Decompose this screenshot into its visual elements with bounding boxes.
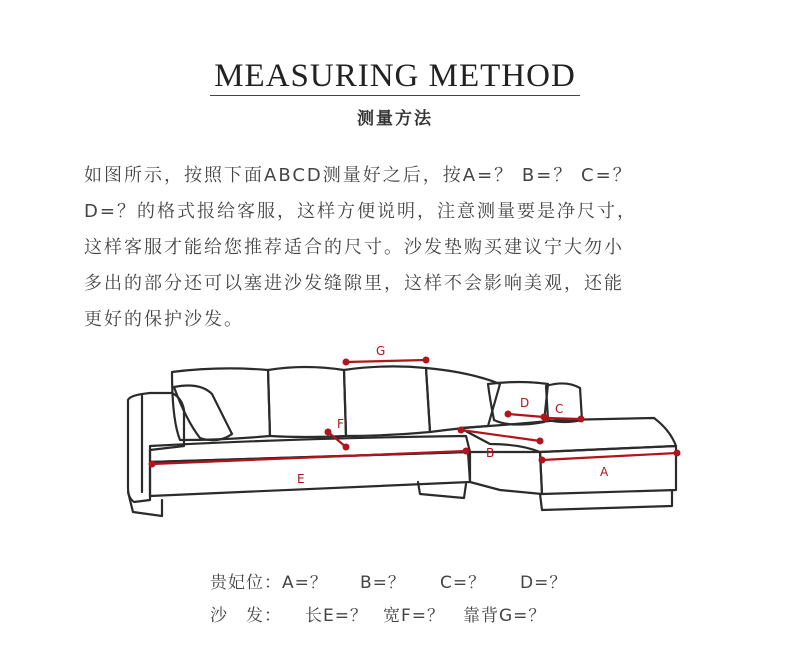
label-c: C bbox=[555, 402, 564, 416]
chaise-spec-a: A=？ bbox=[282, 573, 328, 593]
measurement-labels bbox=[297, 344, 609, 486]
chaise-spec-b: B=？ bbox=[360, 573, 406, 593]
back-cushion-3 bbox=[344, 366, 430, 436]
label-g: G bbox=[376, 344, 386, 358]
measure-line-g bbox=[346, 360, 426, 362]
measure-line-a bbox=[542, 453, 677, 460]
chaise-spec-d: D=？ bbox=[520, 573, 568, 593]
chaise-side bbox=[470, 452, 542, 494]
measure-point-c1 bbox=[543, 415, 550, 422]
instruction-line-2: D=？的格式报给客服，这样方便说明，注意测量要是净尺寸， bbox=[84, 201, 637, 222]
measure-point-b1 bbox=[458, 427, 465, 434]
instruction-line-1: 如图所示，按照下面ABCD测量好之后，按A=？ B=？ C=？ bbox=[84, 165, 633, 186]
page-subtitle: 测量方法 bbox=[357, 109, 433, 129]
sofa-spec-label: 沙 发： bbox=[210, 606, 282, 626]
chaise-spec-label: 贵妃位： bbox=[210, 573, 282, 593]
measurement-lines bbox=[149, 357, 681, 468]
instruction-line-3: 这样客服才能给您推荐适合的尺寸。沙发垫购买建议宁大勿小 bbox=[84, 237, 624, 258]
left-arm bbox=[128, 393, 184, 502]
back-cushion-1 bbox=[172, 368, 270, 440]
sofa-outline bbox=[128, 366, 676, 516]
measure-point-e2 bbox=[463, 448, 470, 455]
label-f: F bbox=[337, 417, 344, 431]
chaise-spec-c: C=？ bbox=[440, 573, 487, 593]
chaise-back-cushion bbox=[546, 383, 582, 422]
instruction-line-4: 多出的部分还可以塞进沙发缝隙里，这样不会影响美观，还能 bbox=[84, 273, 624, 294]
measure-line-d bbox=[508, 414, 544, 417]
measure-point-a2 bbox=[674, 450, 681, 457]
measure-point-d1 bbox=[505, 411, 512, 418]
measure-point-a1 bbox=[539, 457, 546, 464]
instruction-line-5: 更好的保护沙发。 bbox=[84, 309, 244, 330]
page-title: MEASURING METHOD bbox=[214, 58, 576, 94]
measure-line-c bbox=[546, 418, 581, 419]
back-cushion-2 bbox=[268, 367, 346, 437]
label-d: D bbox=[520, 396, 530, 410]
throw-pillow-right bbox=[488, 382, 548, 425]
measure-point-g1 bbox=[343, 359, 350, 366]
measure-point-g2 bbox=[423, 357, 430, 364]
label-a: A bbox=[600, 465, 609, 479]
measure-line-e bbox=[152, 451, 466, 464]
sofa-spec-back: 靠背G=？ bbox=[463, 606, 547, 626]
measure-point-b2 bbox=[537, 438, 544, 445]
back-cushion-4 bbox=[426, 368, 500, 432]
measure-point-e1 bbox=[149, 461, 156, 468]
throw-pillow-left bbox=[174, 386, 232, 441]
label-e: E bbox=[297, 472, 305, 486]
measure-point-f2 bbox=[343, 444, 350, 451]
sofa-spec-width: 宽F=？ bbox=[383, 606, 446, 626]
main-seat-front bbox=[150, 452, 470, 496]
measure-point-c2 bbox=[578, 416, 585, 423]
chaise-spec-row bbox=[210, 568, 567, 593]
label-b: B bbox=[486, 446, 495, 460]
sofa-spec-row bbox=[210, 601, 546, 626]
sofa-spec-length: 长E=？ bbox=[305, 606, 368, 626]
measure-point-f1 bbox=[325, 429, 332, 436]
